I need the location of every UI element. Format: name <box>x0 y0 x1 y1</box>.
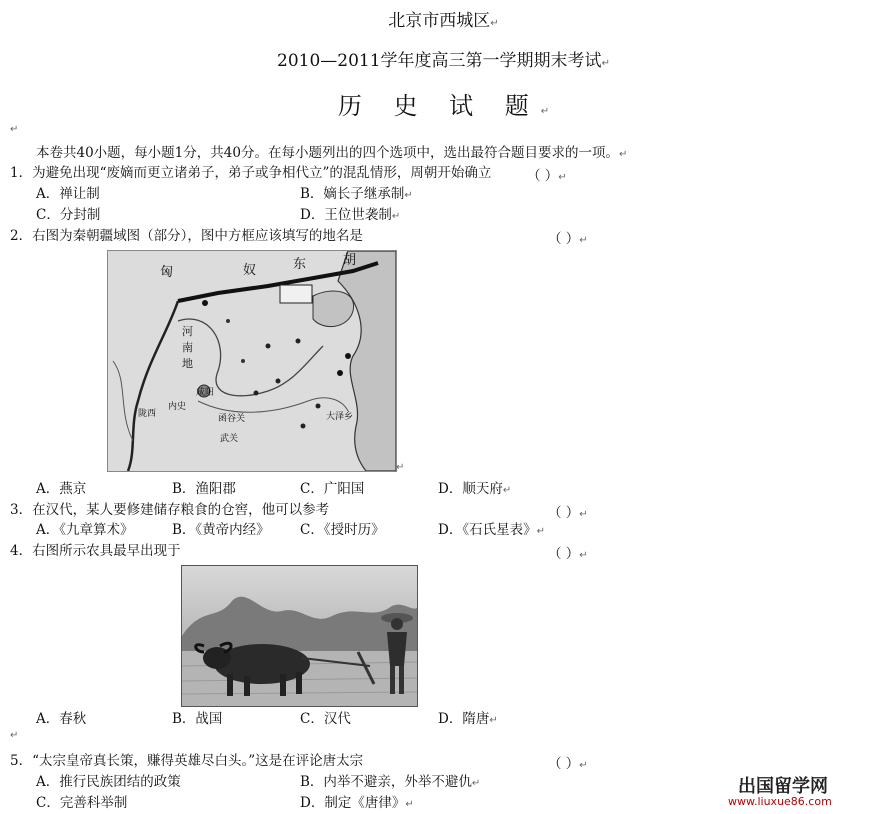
map-label: 河 <box>182 325 193 338</box>
subject-title: 历 史 试 题↵ <box>337 92 550 120</box>
option-c: C．广阳国 <box>300 481 365 497</box>
map-label: 胡 <box>343 253 357 268</box>
option-d: D．顺天府↵ <box>438 481 512 497</box>
map-drawing <box>108 251 396 471</box>
school-title: 北京市西城区↵ <box>388 11 499 31</box>
map-label: 奴 <box>243 263 257 278</box>
option-b: B．《黄帝内经》 <box>172 522 270 538</box>
option-d: D．《石氏星表》↵ <box>438 522 545 538</box>
option-c: C．完善科举制 <box>36 795 128 811</box>
option-b: B．战国 <box>172 711 223 727</box>
question-5-stem: 5．“太宗皇帝真长策，赚得英雄尽白头。”这是在评论唐太宗 <box>10 753 364 769</box>
photo-drawing <box>182 566 417 706</box>
option-c: C．《授时历》 <box>300 522 385 538</box>
watermark-name: 出国留学网 <box>738 776 828 797</box>
option-d: D．制定《唐律》↵ <box>300 795 414 811</box>
map-label: 武关 <box>220 434 239 444</box>
exam-title: 2010—2011学年度高三第一学期期末考试↵ <box>277 51 610 71</box>
option-a: A．《九章算术》 <box>36 522 134 538</box>
map-label: 地 <box>182 357 193 370</box>
question-1-stem: 1．为避免出现“废嫡而更立诸弟子，弟子或争相代立”的混乱情形，周朝开始确立 <box>10 165 492 181</box>
answer-bracket: （ ）↵ <box>548 505 588 521</box>
option-b: B．渔阳郡 <box>172 481 236 497</box>
map-label: 匈 <box>160 265 174 280</box>
option-a: A．禅让制 <box>36 186 100 202</box>
option-a: A．燕京 <box>36 481 87 497</box>
option-c: C．分封制 <box>36 207 101 223</box>
paragraph-mark: ↵ <box>396 462 405 473</box>
option-b: B．内举不避亲，外举不避仇↵ <box>300 774 481 790</box>
map-label: 东 <box>293 257 307 272</box>
option-a: A．推行民族团结的政策 <box>36 774 181 790</box>
instructions: 本卷共40小题，每小题1分，共40分。在每小题列出的四个选项中，选出最符合题目要求的一项。↵ <box>36 145 628 161</box>
answer-bracket: （ ）↵ <box>527 168 567 184</box>
answer-bracket: （ ）↵ <box>548 546 588 562</box>
paragraph-mark: ↵ <box>10 124 19 135</box>
option-d: D．王位世袭制↵ <box>300 207 401 223</box>
question-3-stem: 3．在汉代，某人要修建储存粮食的仓窖，他可以参考 <box>10 502 330 518</box>
question-2-stem: 2．右图为秦朝疆域图（部分），图中方框应该填写的地名是 <box>10 228 363 244</box>
map-label: 南 <box>182 341 193 354</box>
option-b: B．嫡长子继承制↵ <box>300 186 413 202</box>
qin-territory-map <box>107 250 397 472</box>
map-label: 函谷关 <box>218 414 246 424</box>
map-label: 内史 <box>168 402 187 412</box>
question-4-stem: 4．右图所示农具最早出现于 <box>10 543 181 559</box>
map-label: 咸阳 <box>196 388 215 398</box>
answer-bracket: （ ）↵ <box>548 231 588 247</box>
ox-plowing-photo <box>181 565 418 707</box>
answer-bracket: （ ）↵ <box>548 756 588 772</box>
map-label: 大泽乡 <box>326 412 354 422</box>
watermark-url: www.liuxue86.com <box>728 795 832 808</box>
paragraph-mark: ↵ <box>10 730 19 741</box>
option-a: A．春秋 <box>36 711 87 727</box>
option-d: D．隋唐↵ <box>438 711 498 727</box>
map-label: 陇西 <box>138 409 157 419</box>
option-c: C．汉代 <box>300 711 351 727</box>
